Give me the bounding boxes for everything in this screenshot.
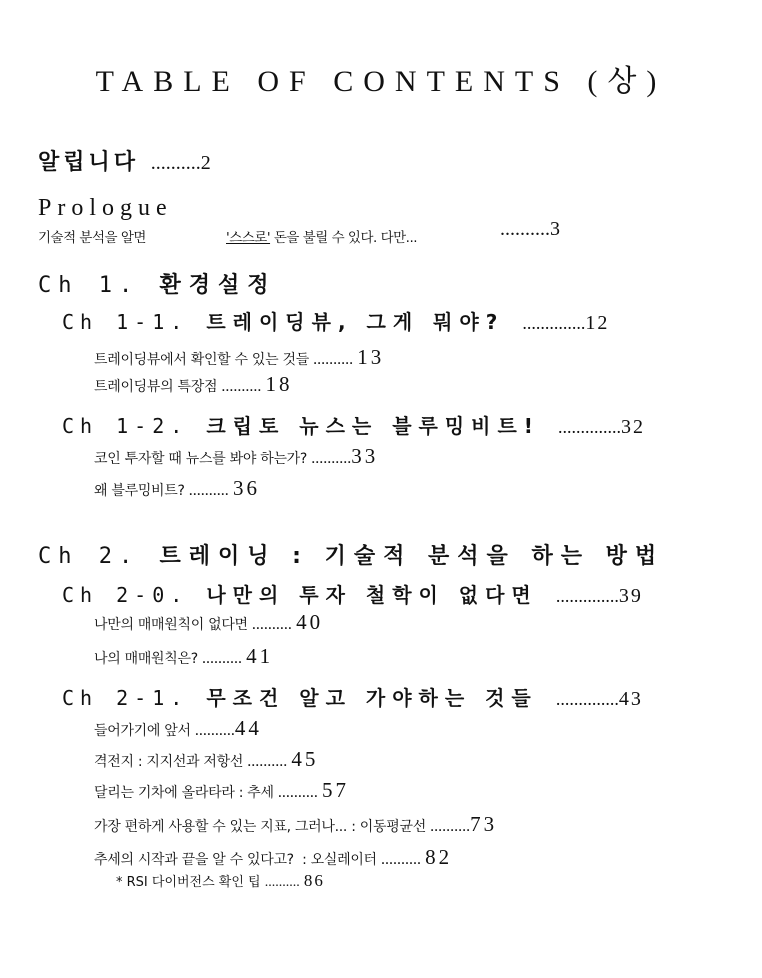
leader-dots: .......... — [264, 875, 300, 890]
prologue-page — [500, 218, 562, 241]
page-number: 82 — [425, 845, 453, 869]
page-number: 18 — [265, 372, 293, 396]
section-label: Ch 2-0. — [62, 583, 189, 607]
page-number: 86 — [303, 871, 325, 890]
section-title: 나만의 투자 철학이 없다면 — [206, 583, 538, 607]
toc-entry-notice[interactable] — [38, 145, 211, 176]
toc-item[interactable] — [94, 610, 323, 635]
item-title: 격전지 : 지지선과 저항선 — [94, 754, 244, 770]
leader-dots: .......... — [150, 152, 201, 174]
leader-dots: .............. — [522, 313, 586, 333]
leader-dots: .......... — [221, 378, 262, 395]
leader-dots: .......... — [247, 753, 288, 770]
section-label: Ch 2-1. — [62, 686, 189, 710]
toc-item[interactable] — [94, 372, 292, 397]
page-number: 41 — [246, 644, 274, 668]
leader-dots: .......... — [430, 818, 471, 835]
item-title: 나만의 매매원칙이 없다면 — [94, 617, 248, 633]
section-label: Ch 1-2. — [62, 414, 189, 438]
leader-dots: .......... — [313, 351, 354, 368]
item-title: 트레이딩뷰의 특장점 — [94, 379, 218, 395]
section-2-1[interactable] — [62, 682, 643, 711]
page-number: 40 — [296, 610, 324, 634]
page-number: 43 — [618, 688, 643, 710]
section-title: 트레이딩뷰, 그게 뭐야? — [206, 310, 505, 334]
section-title: 무조건 알고 가야하는 것들 — [206, 686, 538, 710]
page-number: 44 — [234, 716, 262, 740]
leader-dots: .......... — [277, 784, 318, 801]
section-label: Ch 1-1. — [62, 310, 189, 334]
leader-dots: .......... — [251, 616, 292, 633]
toc-item[interactable] — [94, 476, 260, 501]
toc-item[interactable] — [94, 644, 273, 669]
leader-dots: .............. — [557, 417, 621, 437]
page-number: 45 — [291, 747, 319, 771]
page-number: 2 — [200, 152, 211, 174]
section-1-1[interactable] — [62, 306, 609, 335]
subitem-title: * RSI 다이버전스 확인 팁 — [116, 875, 261, 890]
toc-item[interactable] — [94, 845, 452, 870]
leader-dots: .......... — [311, 450, 352, 467]
chapter-title: 트레이닝 : 기술적 분석을 하는 방법 — [159, 544, 665, 569]
section-1-2[interactable] — [62, 410, 645, 439]
page-number: 57 — [322, 778, 350, 802]
leader-dots: .......... — [194, 722, 235, 739]
chapter-label: Ch 1. — [38, 273, 140, 298]
toc-subitem[interactable] — [116, 871, 325, 891]
prologue-subtitle: 기술적 분석을 알면 — [38, 230, 146, 246]
chapter-title: 환경설정 — [159, 273, 277, 298]
item-title: 추세의 시작과 끝을 알 수 있다고? : 오실레이터 — [94, 852, 377, 868]
leader-dots: .......... — [380, 851, 421, 868]
chapter-1-heading[interactable] — [38, 268, 277, 299]
item-title: 코인 투자할 때 뉴스를 봐야 하는가? — [94, 451, 308, 467]
toc-item[interactable] — [94, 444, 378, 469]
leader-dots: .............. — [555, 586, 619, 606]
item-title: 가장 편하게 사용할 수 있는 지표, 그러나... : 이동평균선 — [94, 819, 426, 835]
leader-dots: .............. — [555, 689, 619, 709]
chapter-label: Ch 2. — [38, 544, 140, 569]
page-number: 36 — [232, 476, 260, 500]
page-number: 39 — [618, 585, 643, 607]
toc-item[interactable] — [94, 716, 262, 741]
section-title: 크립토 뉴스는 블루밍비트! — [206, 414, 540, 438]
leader-dots: .......... — [188, 482, 229, 499]
page-number: 33 — [351, 444, 379, 468]
page-number: 32 — [620, 416, 645, 438]
page-title: TABLE OF CONTENTS (상) — [95, 65, 667, 98]
toc-item[interactable] — [94, 812, 497, 837]
item-title: 들어가기에 앞서 — [94, 723, 191, 739]
toc-item[interactable] — [94, 747, 318, 772]
item-title: 왜 블루밍비트? — [94, 483, 185, 499]
chapter-2-heading[interactable] — [38, 539, 664, 570]
section-2-0[interactable] — [62, 579, 643, 608]
leader-dots: .......... — [202, 650, 243, 667]
prologue-subtitle-continued — [226, 226, 417, 246]
toc-entry-prologue[interactable]: Prologue — [38, 195, 173, 221]
item-title: 트레이딩뷰에서 확인할 수 있는 것들 — [94, 352, 309, 368]
entry-title: 알립니다 — [38, 150, 140, 175]
page-number: 13 — [357, 345, 385, 369]
quoted-text: '스스로' — [226, 230, 271, 246]
item-title: 달리는 기차에 올라타라 : 추세 — [94, 785, 274, 801]
page-number: 73 — [470, 812, 498, 836]
page-number: 3 — [550, 218, 562, 240]
toc-item[interactable] — [94, 345, 384, 370]
item-title: 나의 매매원칙은? — [94, 651, 198, 667]
leader-dots: .......... — [500, 218, 550, 240]
subtitle-rest: 돈을 불릴 수 있다. 다만... — [270, 230, 418, 246]
toc-item[interactable] — [94, 778, 349, 803]
page-number: 12 — [585, 312, 610, 334]
